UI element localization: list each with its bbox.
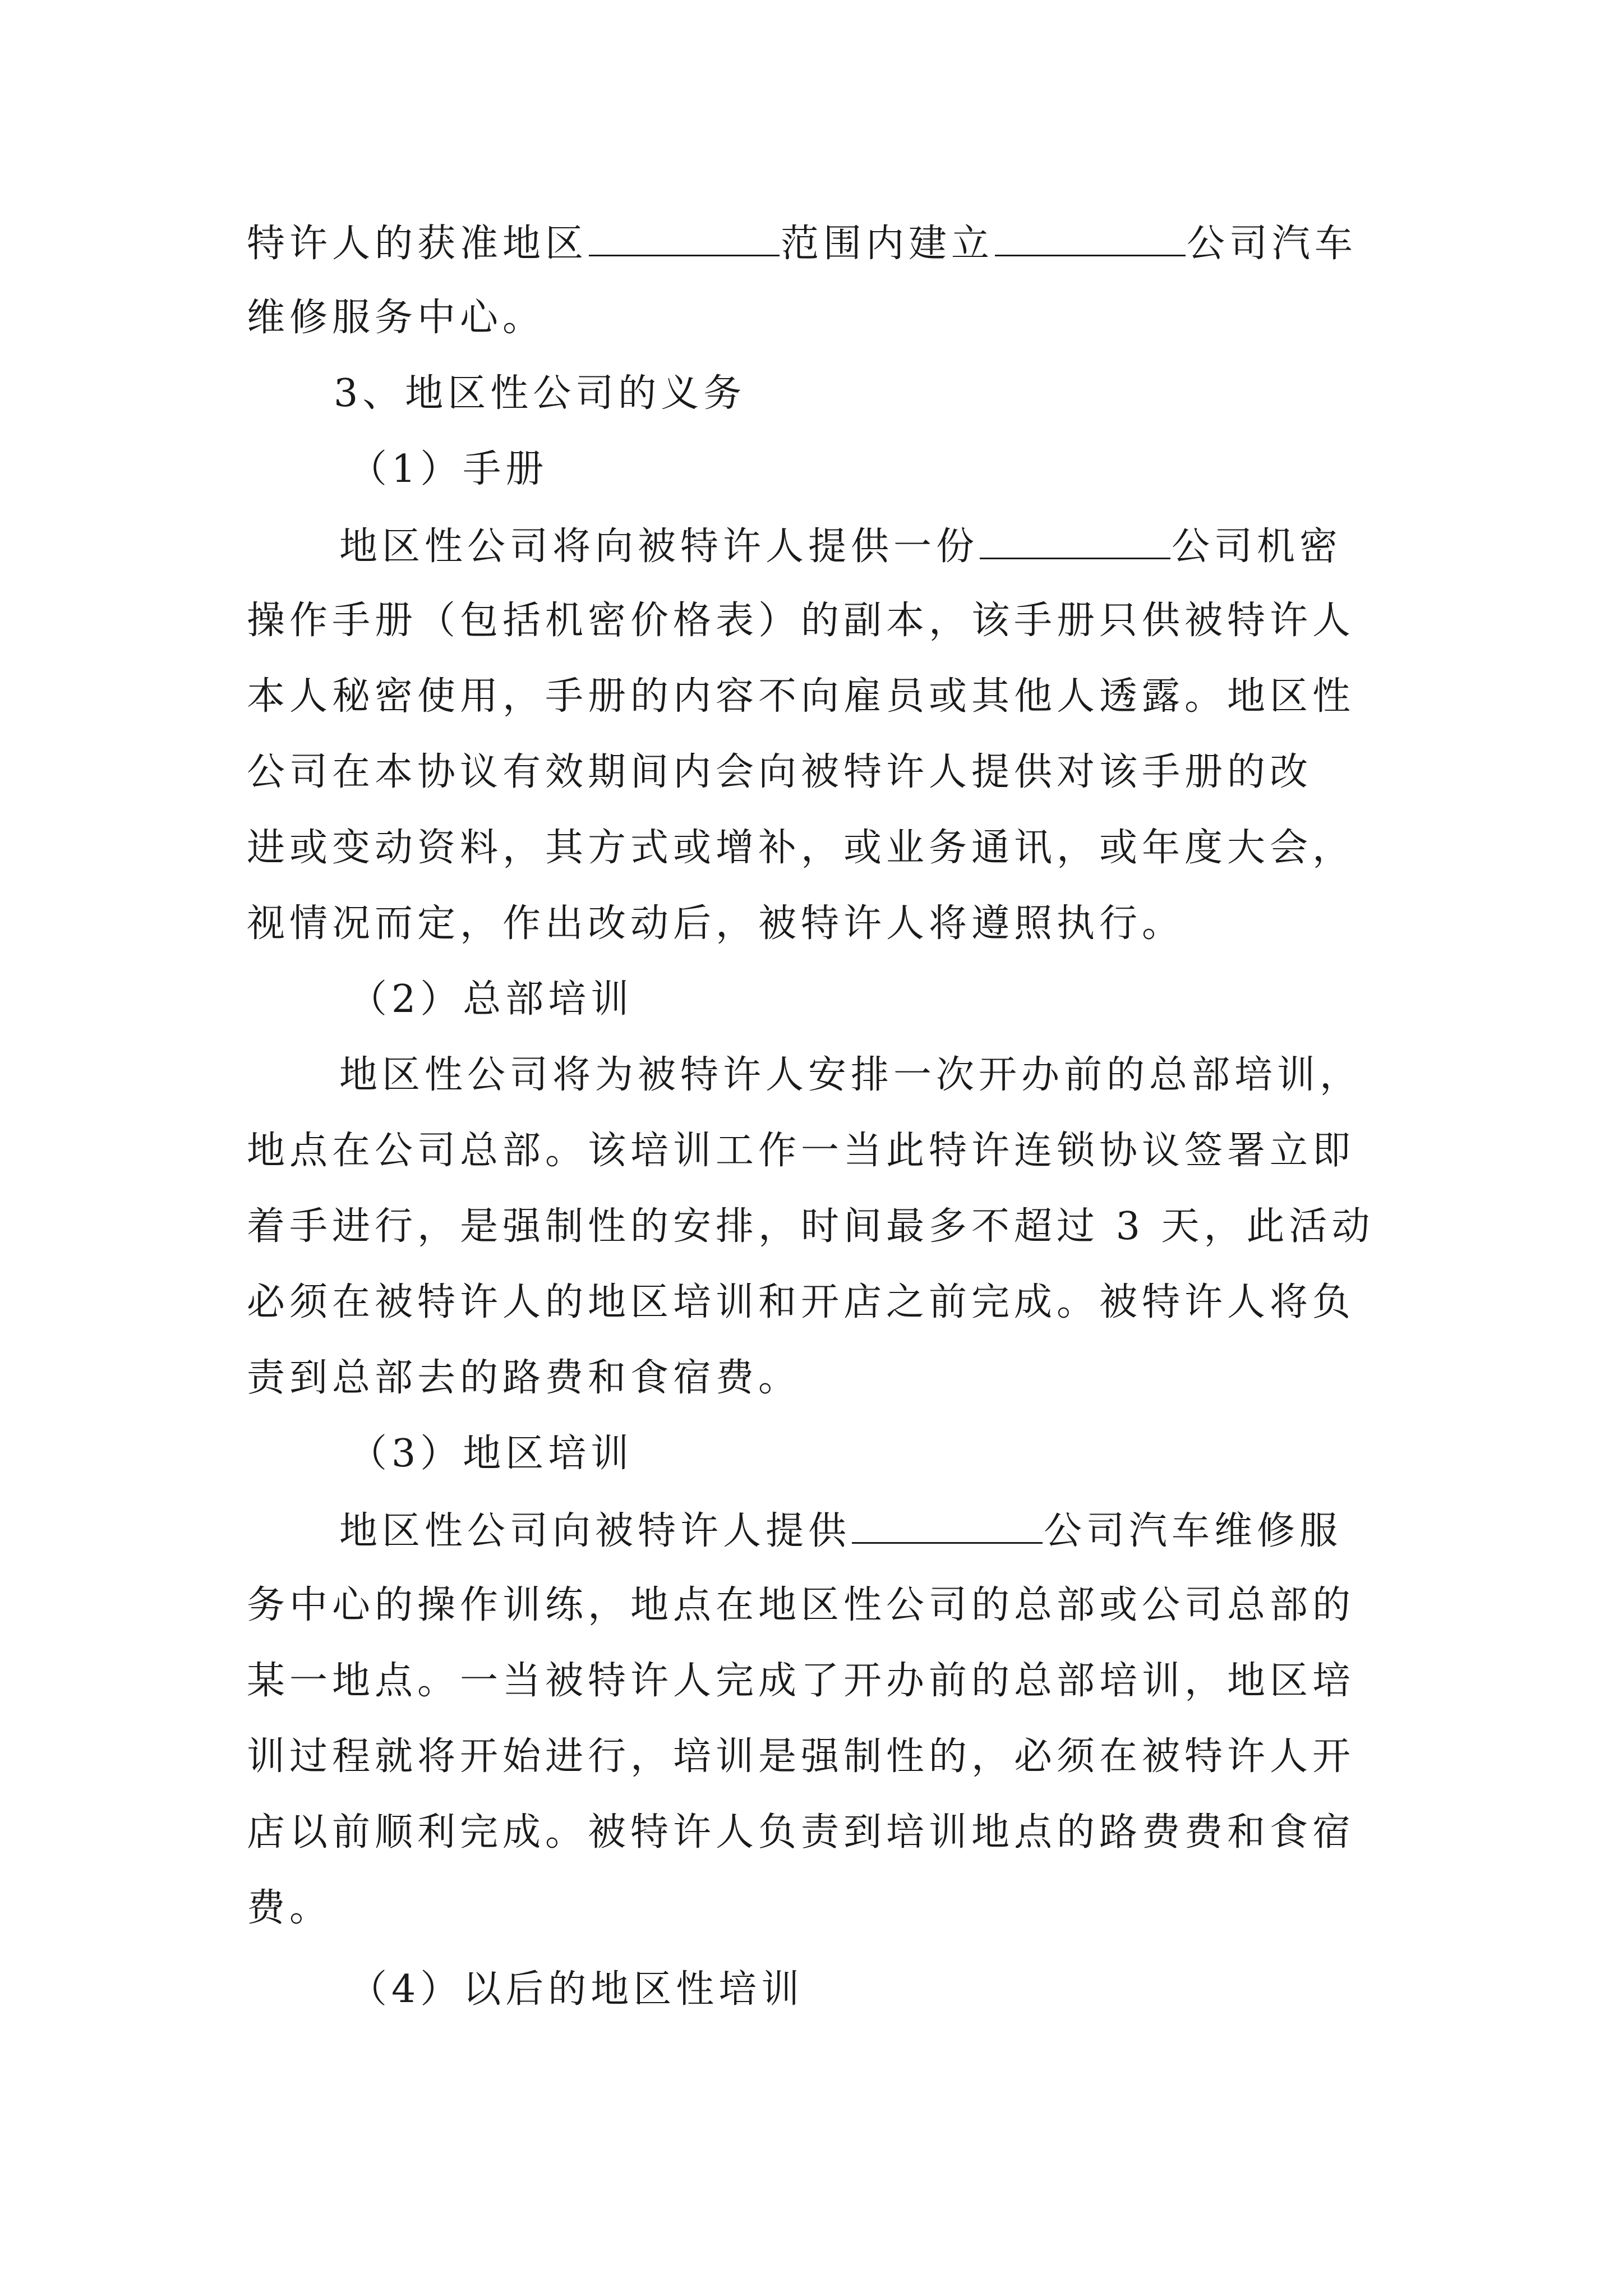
s1-line-1 (339, 523, 1342, 569)
s2-line-4: 必须在被特许人的地区培训和开店之前完成。被特许人将负 (247, 1280, 1355, 1324)
blank-field (995, 220, 1186, 256)
s3-line-1 (339, 1507, 1342, 1554)
s2-line-1: 地区性公司将为被特许人安排一次开办前的总部培训， (339, 1053, 1363, 1097)
s1-line-2: 操作手册（包括机密价格表）的副本，该手册只供被特许人 (247, 599, 1355, 643)
s1-text-b: 公司机密 (1172, 524, 1343, 569)
blank-field (589, 220, 780, 256)
s3-line-2: 务中心的操作训练，地点在地区性公司的总部或公司总部的 (247, 1583, 1355, 1627)
s3-text-a: 地区性公司向被特许人提供 (339, 1509, 851, 1553)
blank-field (980, 523, 1170, 559)
s2-line-5: 责到总部去的路费和食宿费。 (247, 1356, 801, 1400)
s3-text-b: 公司汽车维修服 (1044, 1509, 1343, 1553)
intro-text-b: 范围内建立 (781, 222, 994, 266)
s3-line-4: 训过程就将开始进行，培训是强制性的，必须在被特许人开 (247, 1734, 1355, 1779)
s1-line-5: 进或变动资料，其方式或增补，或业务通讯，或年度大会， (247, 826, 1355, 870)
s1-text-a: 地区性公司将向被特许人提供一份 (339, 524, 979, 569)
s1-line-6: 视情况而定，作出改动后，被特许人将遵照执行。 (247, 901, 1185, 946)
subsection-2-title: （2）总部培训 (349, 977, 634, 1022)
intro-line-1 (247, 220, 1357, 266)
s1-line-3: 本人秘密使用，手册的内容不向雇员或其他人透露。地区性 (247, 674, 1355, 719)
s3-line-5: 店以前顺利完成。被特许人负责到培训地点的路费费和食宿 (247, 1810, 1355, 1855)
s2-line-3: 着手进行，是强制性的安排，时间最多不超过 3 天，此活动 (247, 1204, 1375, 1249)
s2-line-2: 地点在公司总部。该培训工作一当此特许连锁协议签署立即 (247, 1129, 1355, 1173)
section-3-title: 3、地区性公司的义务 (334, 371, 746, 416)
blank-field (852, 1507, 1043, 1544)
subsection-3-title: （3）地区培训 (349, 1432, 634, 1476)
s3-line-6: 费。 (247, 1886, 333, 1930)
s3-line-3: 某一地点。一当被特许人完成了开办前的总部培训，地区培 (247, 1659, 1355, 1703)
intro-text-a: 特许人的获准地区 (247, 222, 588, 266)
intro-text-c: 公司汽车 (1187, 222, 1358, 266)
s1-line-4: 公司在本协议有效期间内会向被特许人提供对该手册的改 (247, 750, 1313, 794)
intro-line-2: 维修服务中心。 (247, 296, 546, 340)
subsection-4-title: （4）以后的地区性培训 (349, 1967, 804, 2012)
subsection-1-title: （1）手册 (349, 447, 548, 491)
